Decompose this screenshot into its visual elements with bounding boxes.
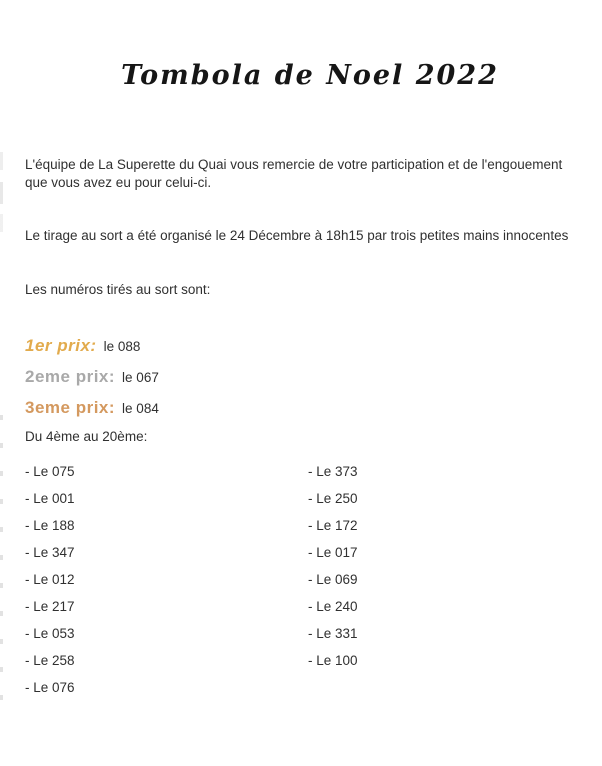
list-item: - Le 069 <box>308 572 358 587</box>
runners-up-right-column <box>308 458 568 701</box>
runners-up-columns <box>25 458 577 701</box>
prize-1-number: le 088 <box>103 339 141 354</box>
list-item: - Le 075 <box>25 464 75 479</box>
document-body <box>0 156 602 701</box>
list-item: - Le 347 <box>25 545 75 560</box>
list-item: - Le 012 <box>25 572 75 587</box>
thanks-paragraph: L'équipe de La Superette du Quai vous remercie de votre participation et de l'engouement que vous avez eu pour celui-ci. <box>25 157 563 190</box>
list-item: - Le 100 <box>308 653 358 668</box>
prize-3-number: le 084 <box>122 401 159 416</box>
prize-list <box>25 335 577 419</box>
prize-row-1 <box>25 335 577 357</box>
list-item: - Le 258 <box>25 653 75 668</box>
list-item: - Le 250 <box>308 491 358 506</box>
list-item: - Le 331 <box>308 626 358 641</box>
scan-artifact <box>0 415 3 700</box>
prize-row-2 <box>25 366 577 388</box>
list-item: - Le 053 <box>25 626 75 641</box>
prize-2-label: 2eme prix: <box>25 367 116 386</box>
prize-2-number: le 067 <box>122 370 159 385</box>
list-item: - Le 217 <box>25 599 75 614</box>
list-item: - Le 240 <box>308 599 358 614</box>
runners-up-heading: Du 4ème au 20ème: <box>25 429 148 444</box>
list-item: - Le 017 <box>308 545 358 560</box>
list-item: - Le 076 <box>25 680 75 695</box>
page-title: Tombola de Noel 2022 <box>121 60 499 91</box>
prize-3-label: 3eme prix: <box>25 398 116 417</box>
list-item: - Le 373 <box>308 464 358 479</box>
numbers-intro-paragraph: Les numéros tirés au sort sont: <box>25 282 211 297</box>
list-item: - Le 188 <box>25 518 75 533</box>
runners-up-left-column <box>25 458 308 701</box>
draw-info-paragraph: Le tirage au sort a été organisé le 24 Décembre à 18h15 par trois petites mains innocentes <box>25 228 569 243</box>
list-item: - Le 172 <box>308 518 358 533</box>
list-item: - Le 001 <box>25 491 75 506</box>
prize-row-3 <box>25 397 577 419</box>
prize-1-label: 1er prix: <box>25 336 97 355</box>
scan-artifact <box>0 152 3 232</box>
